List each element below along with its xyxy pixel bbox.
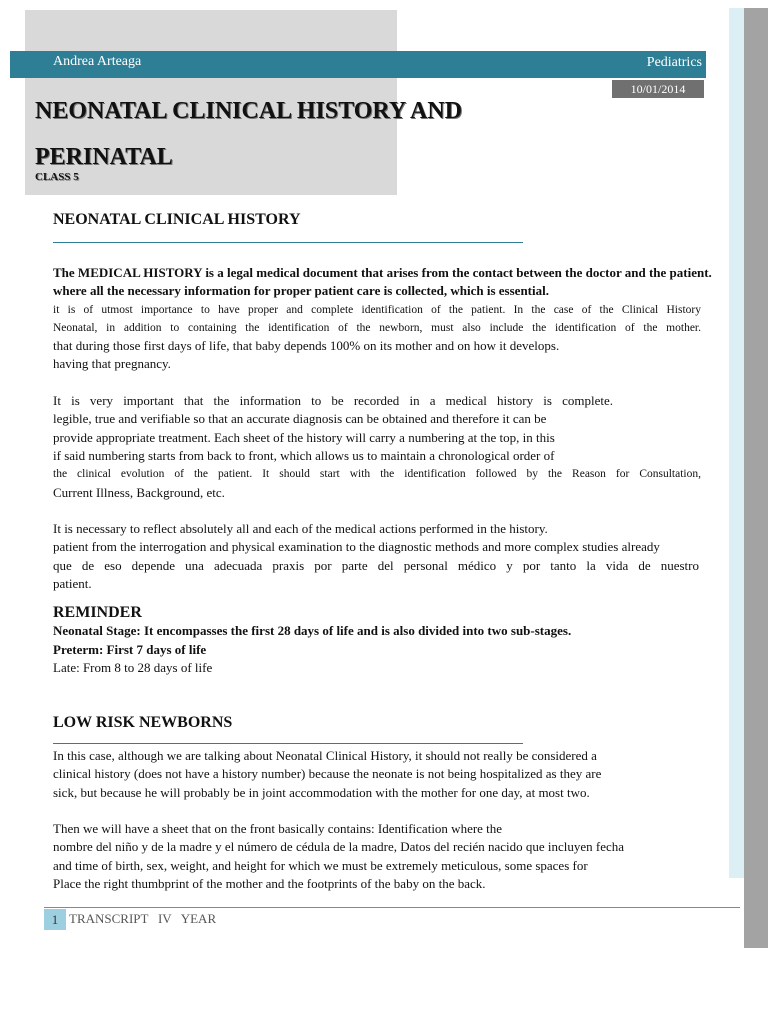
section-divider <box>53 743 523 744</box>
class-label: CLASS 5 <box>35 171 79 183</box>
footer-text: TRANSCRIPT IV YEAR <box>69 911 217 926</box>
body-line: sick, but because he will probably be in joint accommodation with the mother for one day, at most two. <box>53 784 590 800</box>
page-number: 1 <box>44 909 66 930</box>
body-line: patient from the interrogation and physical examination to the diagnostic methods and more complex studies already <box>53 539 660 555</box>
author-name: Andrea Arteaga <box>53 54 142 69</box>
body-line: Neonatal, in addition to containing the identification of the newborn, must also include the identification of the mother. <box>53 321 701 334</box>
body-line: It is necessary to reflect absolutely all and each of the medical actions performed in the history. <box>53 521 548 537</box>
body-line: In this case, although we are talking about Neonatal Clinical History, it should not really be considered a <box>53 748 597 763</box>
body-line: the clinical evolution of the patient. It should start with the identification followed by the Reason for Consultation, <box>53 468 701 481</box>
section-body-clinical-history <box>53 264 765 593</box>
body-line: legible, true and verifiable so that an accurate diagnosis can be obtained and therefore it can be <box>53 411 547 427</box>
title-line-1: NEONATAL CLINICAL HISTORY AND <box>35 98 463 124</box>
body-line: and time of birth, sex, weight, and height for which we must be extremely meticulous, some spaces for <box>53 857 588 873</box>
page-title <box>35 88 555 180</box>
section-divider <box>53 242 523 243</box>
body-line: provide appropriate treatment. Each sheet of the history will carry a numbering at the top, in this <box>53 429 555 445</box>
body-line: patient. <box>53 576 92 592</box>
reminder-line: Late: From 8 to 28 days of life <box>53 659 213 675</box>
section-heading-low-risk: LOW RISK NEWBORNS <box>53 714 233 731</box>
reminder-title: REMINDER <box>53 604 142 621</box>
body-line: que de eso depende una adecuada praxis por parte del personal médico y por tanto la vida de nuestro <box>53 557 699 573</box>
body-line: it is of utmost importance to have proper and complete identification of the patient. In the case of the Clinical History <box>53 303 701 316</box>
header-bar <box>10 51 706 78</box>
reminder-block <box>53 604 725 677</box>
section-body-low-risk <box>53 747 713 893</box>
date-badge: 10/01/2014 <box>612 80 704 98</box>
body-line: It is very important that the information to be recorded in a medical history is complete. <box>53 393 613 409</box>
reminder-line: Preterm: First 7 days of life <box>53 641 207 657</box>
body-line: if said numbering starts from back to front, which allows us to maintain a chronological order of <box>53 447 555 463</box>
body-line: nombre del niño y de la madre y el número de cédula de la madre, Datos del recién nacido que incluyen fecha <box>53 839 625 855</box>
body-line: clinical history (does not have a history number) because the neonate is not being hospitalized as they are <box>53 766 602 782</box>
subject-label: Pediatrics <box>646 55 702 70</box>
body-line: Then we will have a sheet that on the front basically contains: Identification where the <box>53 821 503 837</box>
intro-line: where all the necessary information for proper patient care is collected, which is essential. <box>53 283 549 299</box>
reminder-line: Neonatal Stage: It encompasses the first 28 days of life and is also divided into two sub-stages. <box>53 623 572 639</box>
footer-divider <box>44 907 740 908</box>
body-line: Current Illness, Background, etc. <box>53 484 225 500</box>
body-line: that during those first days of life, that baby depends 100% on its mother and on how it develops. <box>53 338 560 354</box>
body-line: Place the right thumbprint of the mother and the footprints of the baby on the back. <box>53 876 486 892</box>
title-line-2: PERINATAL <box>35 144 173 170</box>
section-heading-clinical-history: NEONATAL CLINICAL HISTORY <box>53 211 301 228</box>
intro-line: The MEDICAL HISTORY is a legal medical document that arises from the contact between the doctor and the patient. <box>53 265 712 280</box>
body-line: having that pregnancy. <box>53 356 171 372</box>
